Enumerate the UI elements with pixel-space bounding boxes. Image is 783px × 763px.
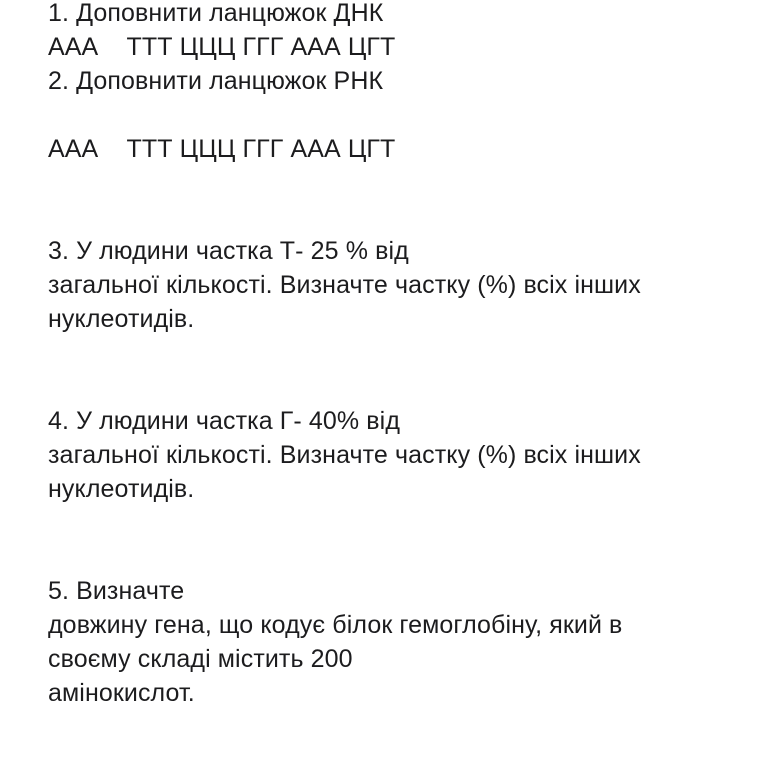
task-5-line-1: 5. Визначте [48, 577, 185, 605]
task-2-heading: 2. Доповнити ланцюжок РНК [48, 67, 384, 95]
task-5-line-3: своєму складі містить 200 [48, 645, 353, 673]
task-1-heading: 1. Доповнити ланцюжок ДНК [48, 0, 384, 27]
task-4-line-1: 4. У людини частка Г- 40% від [48, 407, 401, 435]
task-4-line-3: нуклеотидів. [48, 475, 195, 503]
task-1-chain: ААА ТТТ ЦЦЦ ГГГ ААА ЦГТ [48, 33, 396, 61]
spacer [48, 98, 768, 132]
spacer [48, 540, 768, 574]
task-5-line-2: довжину гена, що кодує білок гемоглобіну, який в [48, 611, 623, 639]
task-3-line-1: 3. У людини частка Т- 25 % від [48, 237, 409, 265]
spacer [48, 200, 768, 234]
task-3-line-2: загальної кількості. Визначте частку (%) всіх інших [48, 271, 641, 299]
spacer [48, 506, 768, 540]
task-4-line-2: загальної кількості. Визначте частку (%) всіх інших [48, 441, 641, 469]
spacer [48, 370, 768, 404]
task-2-chain: ААА ТТТ ЦЦЦ ГГГ ААА ЦГТ [48, 135, 396, 163]
spacer [48, 166, 768, 200]
spacer [48, 336, 768, 370]
task-3-line-3: нуклеотидів. [48, 305, 195, 333]
document-body [48, 0, 768, 710]
task-5-line-4: амінокислот. [48, 679, 195, 707]
